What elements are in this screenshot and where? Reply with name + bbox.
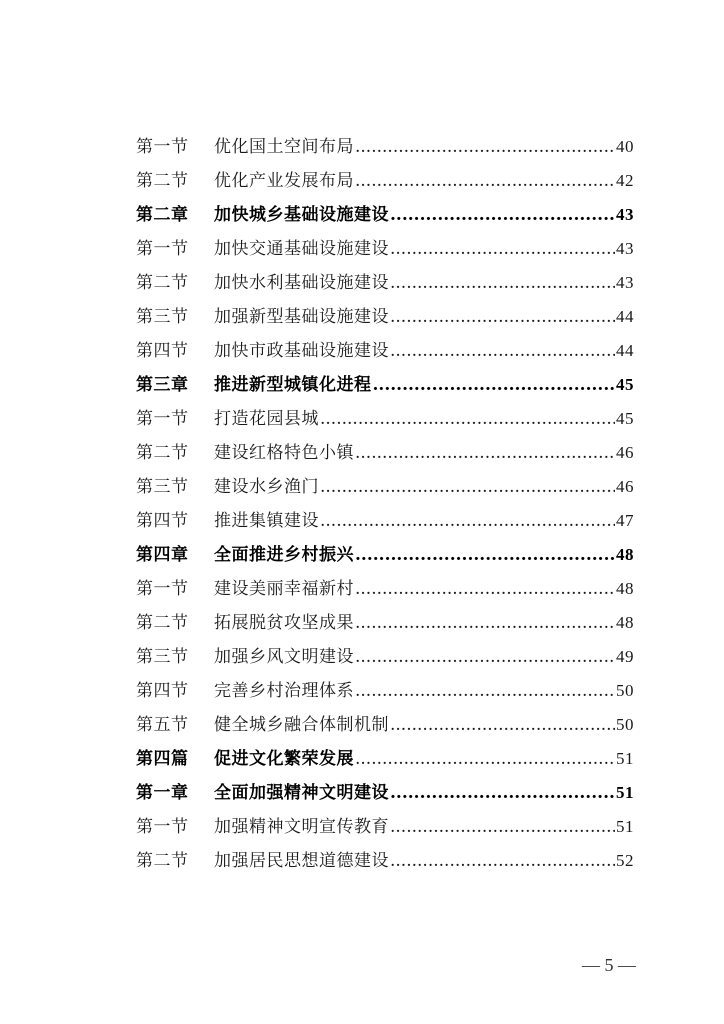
toc-entry-title: 推进新型城镇化进程: [214, 375, 372, 395]
toc-entry-page: 43: [616, 273, 634, 292]
dot-leader: [355, 613, 615, 633]
toc-entry-title: 加快市政基础设施建设: [214, 341, 389, 361]
toc-entry-number: 第三章: [136, 375, 189, 395]
toc-entry-page: 40: [616, 137, 634, 156]
toc-entry-section[interactable]: [136, 336, 634, 370]
dot-leader: [390, 205, 615, 225]
toc-entry-title: 建设水乡渔门: [214, 477, 319, 497]
toc-entry-chapter[interactable]: [136, 200, 634, 234]
toc-entry-title: 加快城乡基础设施建设: [214, 205, 389, 225]
toc-entry-page: 46: [616, 477, 634, 496]
toc-entry-section[interactable]: [136, 132, 634, 166]
toc-entry-page: 49: [616, 647, 634, 666]
dot-leader: [355, 647, 615, 667]
page-number: — 5 —: [582, 955, 636, 975]
toc-entry-number: 第一章: [136, 783, 189, 803]
toc-entry-page: 51: [616, 783, 634, 802]
toc-entry-page: 48: [616, 613, 634, 632]
dot-leader: [390, 783, 615, 803]
toc-entry-page: 45: [616, 409, 634, 428]
dot-leader: [390, 341, 615, 361]
toc-entry-number: 第二章: [136, 205, 189, 225]
toc-entry-page: 48: [616, 579, 634, 598]
toc-entry-page: 44: [616, 307, 634, 326]
toc-entry-title: 拓展脱贫攻坚成果: [214, 613, 354, 633]
toc-entry-number: 第三节: [136, 307, 189, 327]
table-of-contents: [136, 132, 634, 880]
toc-entry-section[interactable]: [136, 302, 634, 336]
toc-entry-part[interactable]: [136, 744, 634, 778]
toc-entry-section[interactable]: [136, 166, 634, 200]
toc-entry-number: 第二节: [136, 613, 189, 633]
toc-entry-number: 第四节: [136, 341, 189, 361]
dot-leader: [320, 477, 615, 497]
toc-entry-title: 健全城乡融合体制机制: [214, 715, 389, 735]
dot-leader: [373, 375, 616, 395]
dot-leader: [390, 817, 615, 837]
dot-leader: [390, 273, 615, 293]
dot-leader: [390, 239, 615, 259]
toc-entry-page: 42: [616, 171, 634, 190]
toc-entry-page: 48: [616, 545, 634, 564]
toc-entry-title: 全面加强精神文明建设: [214, 783, 389, 803]
toc-entry-page: 50: [616, 681, 634, 700]
toc-entry-title: 建设红格特色小镇: [214, 443, 354, 463]
toc-entry-number: 第五节: [136, 715, 189, 735]
toc-entry-number: 第二节: [136, 273, 189, 293]
dot-leader: [355, 579, 615, 599]
toc-entry-section[interactable]: [136, 472, 634, 506]
toc-entry-title: 优化国土空间布局: [214, 137, 354, 157]
toc-entry-number: 第一节: [136, 579, 189, 599]
toc-entry-section[interactable]: [136, 608, 634, 642]
toc-entry-section[interactable]: [136, 846, 634, 880]
toc-entry-page: 52: [616, 851, 634, 870]
toc-entry-title: 打造花园县城: [214, 409, 319, 429]
toc-entry-page: 43: [616, 205, 634, 224]
dot-leader: [390, 851, 615, 871]
toc-entry-section[interactable]: [136, 404, 634, 438]
toc-entry-number: 第三节: [136, 647, 189, 667]
toc-entry-title: 加强乡风文明建设: [214, 647, 354, 667]
dot-leader: [355, 171, 615, 191]
toc-entry-page: 43: [616, 239, 634, 258]
toc-entry-title: 全面推进乡村振兴: [214, 545, 354, 565]
toc-entry-number: 第四节: [136, 511, 189, 531]
toc-entry-title: 建设美丽幸福新村: [214, 579, 354, 599]
toc-entry-title: 加快交通基础设施建设: [214, 239, 389, 259]
toc-entry-number: 第四章: [136, 545, 189, 565]
toc-entry-title: 优化产业发展布局: [214, 171, 354, 191]
toc-entry-page: 50: [616, 715, 634, 734]
toc-entry-number: 第二节: [136, 171, 189, 191]
toc-entry-title: 推进集镇建设: [214, 511, 319, 531]
toc-entry-number: 第一节: [136, 817, 189, 837]
toc-entry-number: 第一节: [136, 137, 189, 157]
toc-entry-number: 第二节: [136, 851, 189, 871]
dot-leader: [390, 307, 615, 327]
toc-entry-number: 第四篇: [136, 749, 189, 769]
dot-leader: [355, 137, 615, 157]
dot-leader: [355, 545, 615, 565]
toc-entry-number: 第一节: [136, 409, 189, 429]
toc-entry-number: 第三节: [136, 477, 189, 497]
toc-entry-chapter[interactable]: [136, 540, 634, 574]
toc-entry-title: 加强精神文明宣传教育: [214, 817, 389, 837]
toc-entry-section[interactable]: [136, 676, 634, 710]
toc-entry-page: 44: [616, 341, 634, 360]
toc-entry-number: 第四节: [136, 681, 189, 701]
dot-leader: [390, 715, 615, 735]
toc-entry-page: 45: [616, 375, 634, 394]
toc-entry-chapter[interactable]: [136, 778, 634, 812]
dot-leader: [320, 511, 615, 531]
toc-entry-title: 促进文化繁荣发展: [214, 749, 354, 769]
toc-entry-title: 完善乡村治理体系: [214, 681, 354, 701]
toc-entry-page: 51: [616, 817, 634, 836]
dot-leader: [355, 681, 615, 701]
toc-entry-page: 51: [616, 749, 634, 768]
toc-entry-page: 47: [616, 511, 634, 530]
toc-entry-section[interactable]: [136, 268, 634, 302]
toc-entry-section[interactable]: [136, 642, 634, 676]
toc-entry-number: 第一节: [136, 239, 189, 259]
dot-leader: [320, 409, 615, 429]
toc-entry-section[interactable]: [136, 710, 634, 744]
toc-entry-chapter[interactable]: [136, 370, 634, 404]
toc-entry-title: 加快水利基础设施建设: [214, 273, 389, 293]
dot-leader: [355, 749, 615, 769]
toc-entry-title: 加强新型基础设施建设: [214, 307, 389, 327]
toc-entry-section[interactable]: [136, 812, 634, 846]
toc-entry-section[interactable]: [136, 234, 634, 268]
toc-entry-number: 第二节: [136, 443, 189, 463]
toc-entry-page: 46: [616, 443, 634, 462]
toc-entry-section[interactable]: [136, 438, 634, 472]
toc-entry-title: 加强居民思想道德建设: [214, 851, 389, 871]
dot-leader: [355, 443, 615, 463]
toc-entry-section[interactable]: [136, 506, 634, 540]
toc-entry-section[interactable]: [136, 574, 634, 608]
